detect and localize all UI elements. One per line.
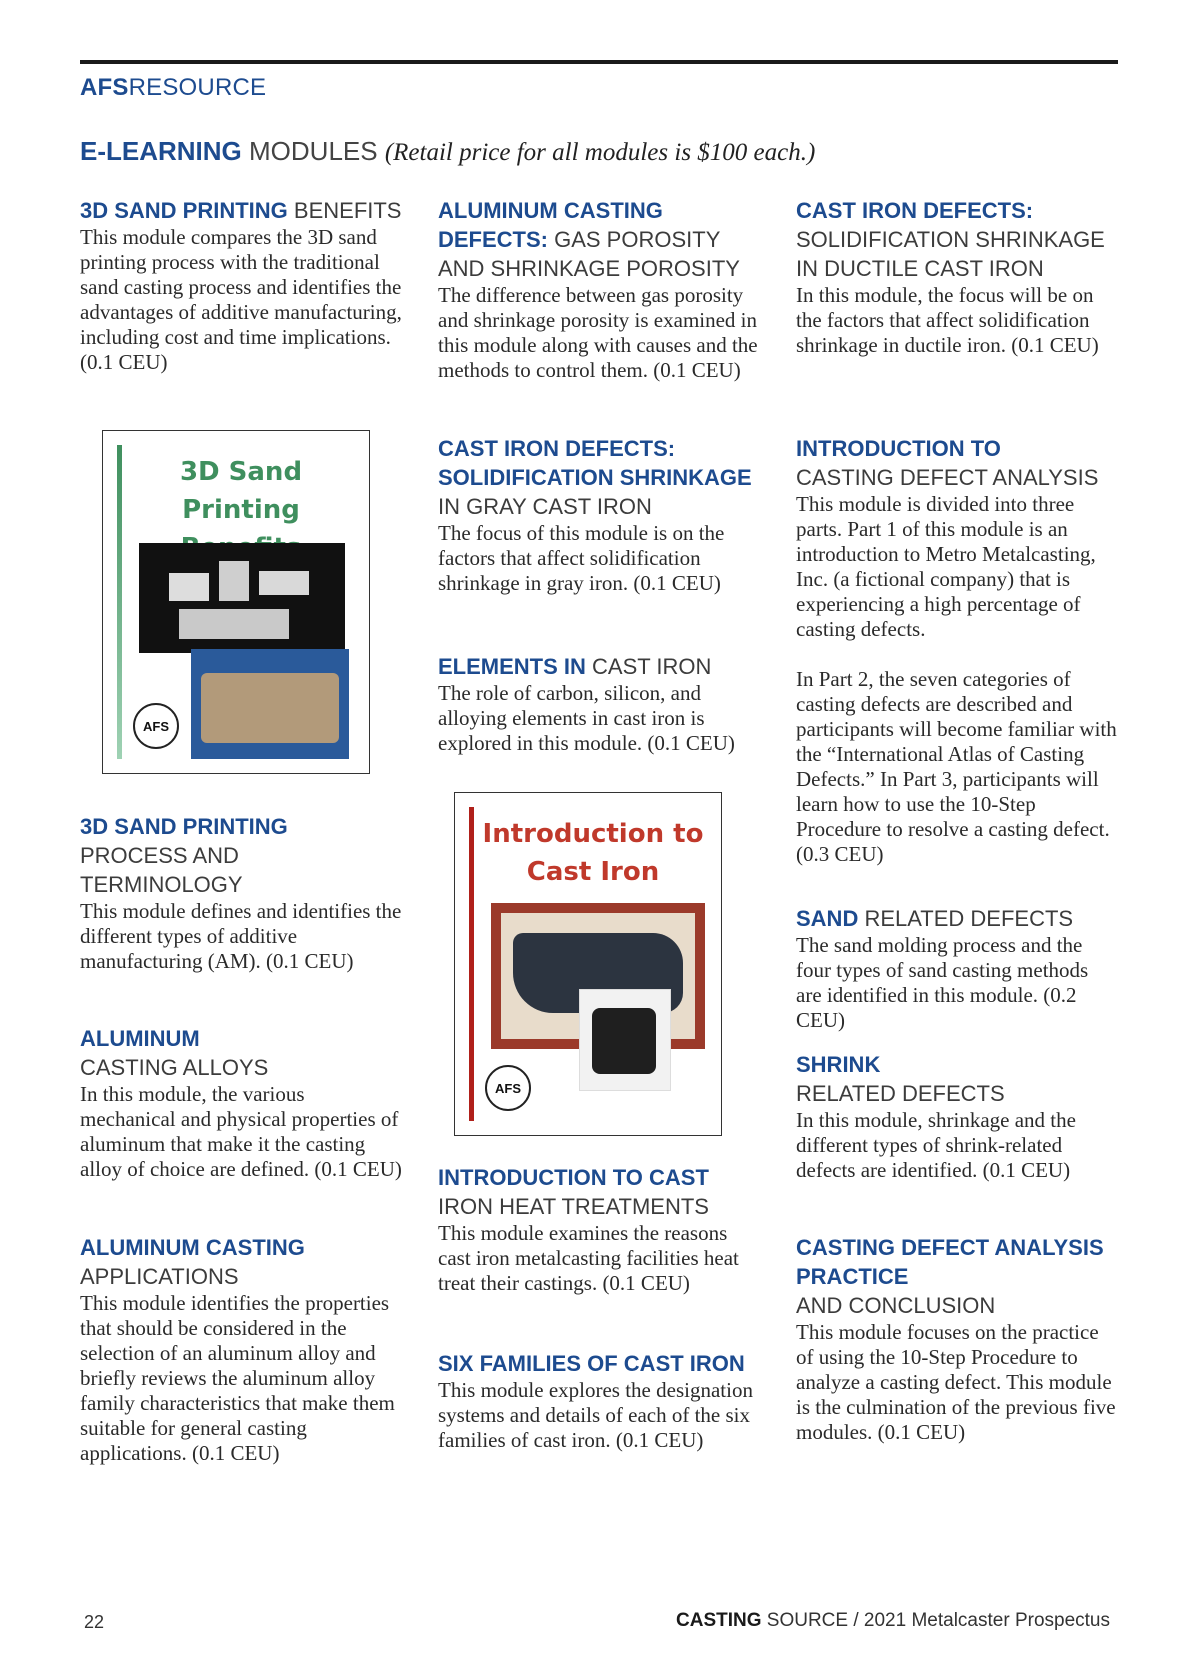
publication-footer: CASTING SOURCE / 2021 Metalcaster Prospectus xyxy=(676,1610,1110,1631)
module-title: 3D SAND PRINTING BENEFITS xyxy=(80,198,402,223)
module-title: CAST IRON DEFECTS: SOLIDIFICATION SHRINKAGE IN DUCTILE CAST IRON xyxy=(796,198,1105,281)
module-cast-iron-heat-treatments xyxy=(438,1163,760,1296)
section-kicker xyxy=(80,74,266,102)
page-title xyxy=(80,136,815,167)
cover-accent-bar xyxy=(117,445,122,759)
module-aluminum-casting-applications xyxy=(80,1233,402,1466)
module-title: CASTING DEFECT ANALYSIS PRACTICE AND CONCLUSION xyxy=(796,1235,1104,1318)
module-description: The difference between gas porosity and shrinkage porosity is examined in this module along with causes and the methods to control them. (0.1 CEU) xyxy=(438,283,758,382)
module-description: This module is divided into three parts. Part 1 of this module is an introduction to Metro Metalcasting, Inc. (a fictional company) that is experiencing a high percentage of casting defects. xyxy=(796,492,1096,641)
module-description: The role of carbon, silicon, and alloying elements in cast iron is explored in this module. (0.1 CEU) xyxy=(438,681,735,755)
module-3d-sand-printing-benefits xyxy=(80,196,402,375)
module-aluminum-casting-alloys xyxy=(80,1024,402,1182)
module-title: ALUMINUM CASTING DEFECTS: GAS POROSITY AND SHRINKAGE POROSITY xyxy=(438,198,740,281)
kicker-label: RESOURCE xyxy=(128,74,267,101)
cover-photo-2 xyxy=(191,649,349,759)
module-description-part-2: In Part 2, the seven categories of casting defects are described and participants will become familiar with the “International Atlas of Casting Defects.” In Part 3, participants will learn how to use the 10-Step Procedure to resolve a casting defect. (0.3 CEU) xyxy=(796,667,1117,866)
module-description: The sand molding process and the four types of sand casting methods are identified in this module. (0.2 CEU) xyxy=(796,933,1089,1032)
module-description: In this module, the focus will be on the factors that affect solidification shrinkage in ductile iron. (0.1 CEU) xyxy=(796,283,1099,357)
module-description: This module defines and identifies the different types of additive manufacturing (AM). (0.1 CEU) xyxy=(80,899,402,973)
module-description: This module explores the designation systems and details of each of the six families of cast iron. (0.1 CEU) xyxy=(438,1378,753,1452)
module-description: This module focuses on the practice of using the 10-Step Procedure to analyze a casting defect. This module is the culmination of the previous five modules. (0.1 CEU) xyxy=(796,1320,1116,1444)
module-title: ALUMINUM CASTING ALLOYS xyxy=(80,1026,269,1080)
module-title: CAST IRON DEFECTS: SOLIDIFICATION SHRINKAGE IN GRAY CAST IRON xyxy=(438,436,752,519)
afs-logo-icon: AFS xyxy=(133,703,179,749)
module-description: In this module, shrinkage and the different types of shrink-related defects are identified. (0.1 CEU) xyxy=(796,1108,1076,1182)
module-title: 3D SAND PRINTING PROCESS AND TERMINOLOGY xyxy=(80,814,288,897)
module-description: This module examines the reasons cast iron metalcasting facilities heat treat their castings. (0.1 CEU) xyxy=(438,1221,739,1295)
module-elements-in-cast-iron xyxy=(438,652,760,756)
module-title: INTRODUCTION TO CASTING DEFECT ANALYSIS xyxy=(796,436,1099,490)
module-title: SHRINK RELATED DEFECTS xyxy=(796,1052,1005,1106)
cover-photo xyxy=(139,543,345,653)
cover-photo-casting xyxy=(579,989,671,1091)
module-description: This module compares the 3D sand printing process with the traditional sand casting process and identifies the advantages of additive manufacturing, including cost and time implications. (0.1 CEU) xyxy=(80,225,402,374)
module-cast-iron-defects-ductile xyxy=(796,196,1118,358)
module-casting-defect-analysis-practice xyxy=(796,1233,1118,1445)
module-description: This module identifies the properties that should be considered in the selection of an aluminum alloy and briefly reviews the aluminum alloy family characteristics that make them suitable for general casting applications. (0.1 CEU) xyxy=(80,1291,395,1465)
module-3d-sand-printing-process xyxy=(80,812,402,974)
afs-logo-icon: AFS xyxy=(485,1065,531,1111)
module-intro-casting-defect-analysis xyxy=(796,434,1118,867)
kicker-brand: AFS xyxy=(80,74,129,101)
module-title: INTRODUCTION TO CAST IRON HEAT TREATMENTS xyxy=(438,1165,709,1219)
cover-introduction-to-cast-iron xyxy=(454,792,722,1136)
module-title: ELEMENTS IN CAST IRON xyxy=(438,654,712,679)
module-shrink-related-defects xyxy=(796,1050,1118,1183)
module-aluminum-casting-defects xyxy=(438,196,760,383)
module-sand-related-defects xyxy=(796,904,1118,1033)
price-note: (Retail price for all modules is $100 each.) xyxy=(384,139,816,166)
module-six-families-of-cast-iron xyxy=(438,1349,760,1453)
module-cast-iron-defects-gray xyxy=(438,434,760,596)
top-rule xyxy=(80,60,1118,64)
page-title-bold: E-LEARNING xyxy=(80,136,242,166)
cover-accent-bar xyxy=(469,807,474,1121)
page-title-light: MODULES xyxy=(241,136,378,166)
module-description: In this module, the various mechanical and physical properties of aluminum that make it the casting alloy of choice are defined. (0.1 CEU) xyxy=(80,1082,402,1181)
module-description: The focus of this module is on the factors that affect solidification shrinkage in gray iron. (0.1 CEU) xyxy=(438,521,725,595)
cover-title: Introduction to Cast Iron xyxy=(482,819,704,887)
module-title: ALUMINUM CASTING APPLICATIONS xyxy=(80,1235,305,1289)
page-number: 22 xyxy=(84,1612,105,1632)
module-title: SIX FAMILIES OF CAST IRON xyxy=(438,1351,745,1376)
module-title: SAND RELATED DEFECTS xyxy=(796,906,1074,931)
cover-3d-sand-printing xyxy=(102,430,370,774)
cover-title: 3D Sand Printing xyxy=(179,457,303,525)
